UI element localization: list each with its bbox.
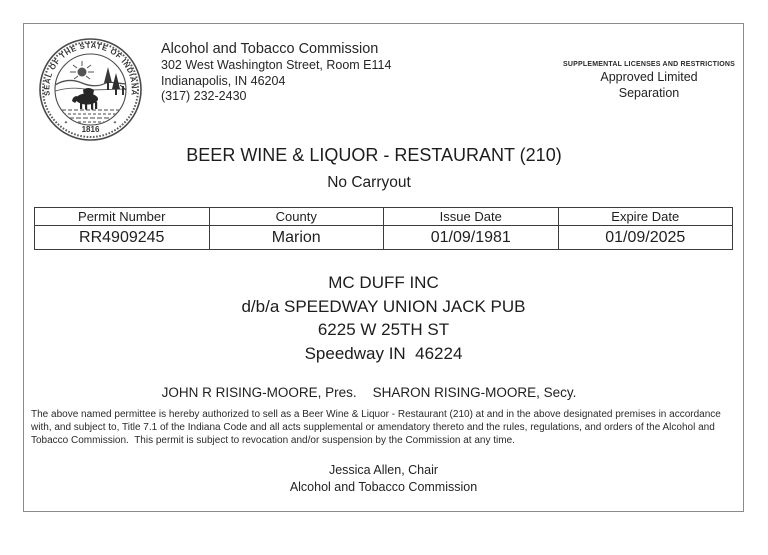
table-value-row xyxy=(35,226,733,250)
issue-date-value: 01/09/1981 xyxy=(384,226,559,250)
legal-paragraph: The above named permittee is hereby authorized to sell as a Beer Wine & Liquor - Restaurant (210) at and in the above designated premises in accordance with, and subject to, Title 7.1 of the Indiana Code and all acts supplemental or amendatory thereto and the rules, regulations, and orders of the Alcohol and Tobacco Commission. This permit is subject to revocation and/or suspension by the Commission at any time. xyxy=(31,409,724,446)
seal-ornament-right: ✦ xyxy=(112,120,118,126)
supplemental-label: SUPPLEMENTAL LICENSES AND RESTRICTIONS xyxy=(563,61,735,68)
officers-line xyxy=(24,385,714,400)
indiana-state-seal-icon xyxy=(38,37,143,142)
expire-date-value: 01/09/2025 xyxy=(558,226,733,250)
seal-year: 1816 xyxy=(81,125,100,134)
licensee-block xyxy=(24,271,743,365)
licensee-dba: d/b/a SPEEDWAY UNION JACK PUB xyxy=(241,296,526,316)
issuing-org-block xyxy=(161,40,391,105)
licensee-name: MC DUFF INC xyxy=(328,273,439,292)
seal-ornament-left: ✦ xyxy=(63,120,69,126)
signature-block xyxy=(24,462,743,495)
permit-subtitle: No Carryout xyxy=(327,174,411,191)
org-address-line2: Indianapolis, IN 46204 xyxy=(161,73,286,88)
org-phone: (317) 232-2430 xyxy=(161,89,247,103)
permit-details-table xyxy=(34,207,733,250)
licensee-street: 6225 W 25TH ST xyxy=(317,320,450,339)
licensee-city-state-zip: Speedway IN 46224 xyxy=(304,343,463,363)
table-header-row xyxy=(35,208,733,226)
supplemental-value-line1: Approved Limited xyxy=(600,70,698,84)
permit-frame xyxy=(23,23,744,512)
officer-president: JOHN R RISING-MOORE, Pres. xyxy=(161,385,357,400)
supplemental-block xyxy=(544,60,754,101)
col-header-county: County xyxy=(209,208,384,226)
col-header-expire-date: Expire Date xyxy=(558,208,733,226)
col-header-permit-number: Permit Number xyxy=(35,208,210,226)
col-header-issue-date: Issue Date xyxy=(384,208,559,226)
org-address-line1: 302 West Washington Street, Room E114 xyxy=(161,58,392,72)
org-name: Alcohol and Tobacco Commission xyxy=(161,41,379,57)
supplemental-value-line2: Separation xyxy=(618,85,680,100)
seal-ring-text: SEAL OF THE STATE OF INDIANA xyxy=(42,40,139,97)
permit-number-value: RR4909245 xyxy=(35,226,210,250)
signature-name-title: Jessica Allen, Chair xyxy=(328,463,439,477)
officer-secretary: SHARON RISING-MOORE, Secy. xyxy=(372,385,577,400)
county-value: Marion xyxy=(209,226,384,250)
signature-org: Alcohol and Tobacco Commission xyxy=(289,479,478,494)
permit-type-title: BEER WINE & LIQUOR - RESTAURANT (210) xyxy=(186,145,562,165)
